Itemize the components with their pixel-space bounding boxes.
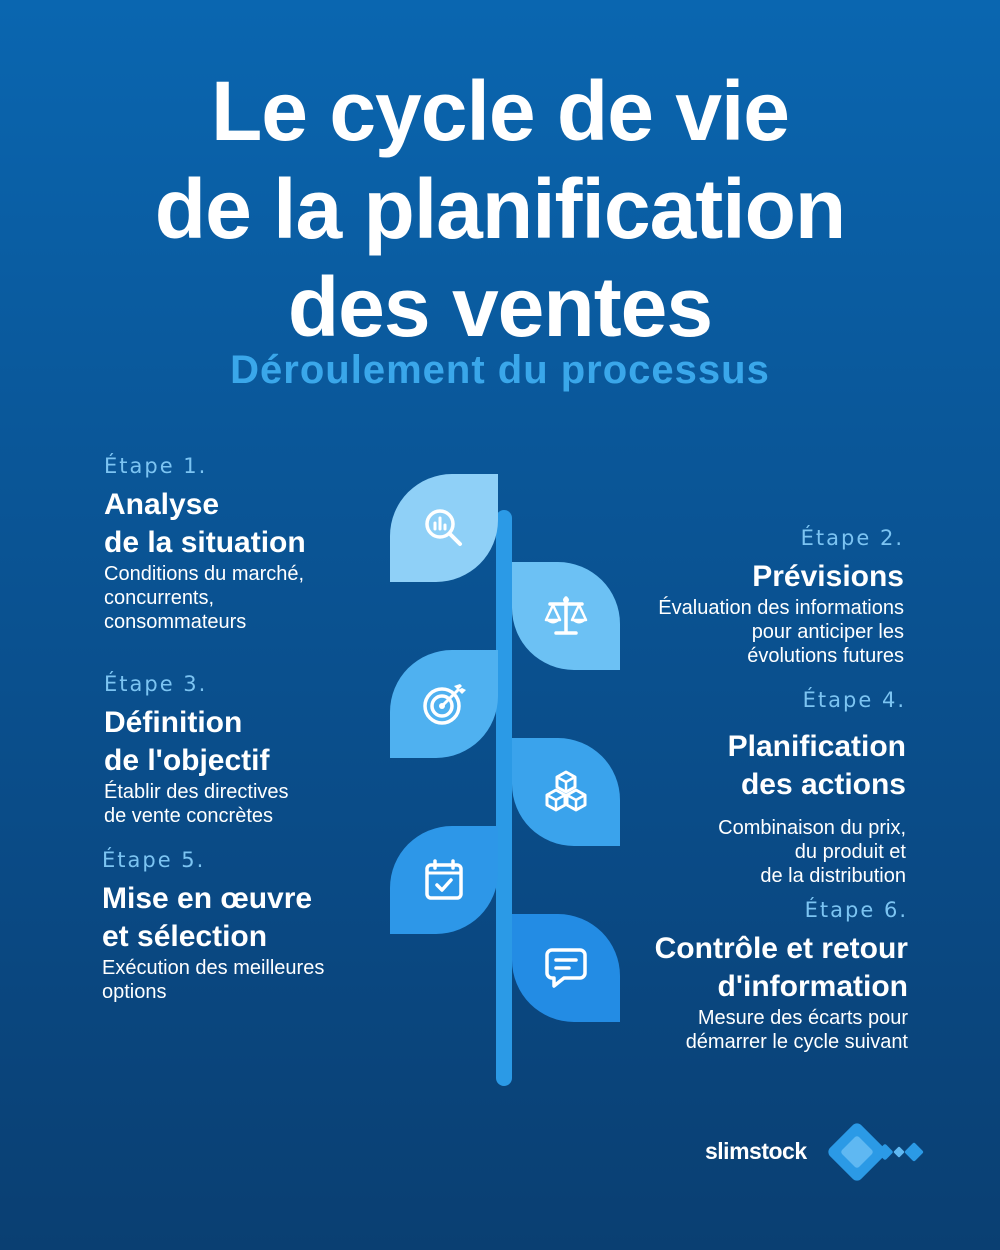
step-description: Établir des directives de vente concrètes bbox=[104, 781, 289, 827]
step-heading: Prévisions bbox=[752, 560, 904, 593]
step-number: Étape 1. bbox=[104, 454, 208, 478]
scale-icon bbox=[542, 592, 590, 640]
step-heading: Mise en œuvre et sélection bbox=[102, 882, 313, 953]
step-description: Évaluation des informations pour anticiper les évolutions futures bbox=[658, 597, 904, 667]
step-number: Étape 3. bbox=[104, 672, 208, 696]
step-heading: Définition de l'objectif bbox=[104, 706, 270, 777]
step-number: Étape 4. bbox=[802, 688, 906, 712]
boxes-icon bbox=[542, 768, 590, 816]
page-title bbox=[0, 62, 1000, 356]
step-6 bbox=[655, 898, 908, 1054]
leaf-2 bbox=[512, 562, 620, 670]
brand-name: slimstock bbox=[705, 1138, 807, 1164]
step-heading: Contrôle et retour d'information bbox=[654, 932, 908, 1003]
step-description: Combinaison du prix, du produit et de la distribution bbox=[718, 817, 906, 887]
step-number: Étape 5. bbox=[102, 848, 206, 872]
leaf-1 bbox=[390, 474, 498, 582]
calendar-check-icon bbox=[420, 856, 468, 904]
title-line-2: de la planification bbox=[154, 162, 846, 256]
leaf-3 bbox=[390, 650, 498, 758]
step-3 bbox=[104, 672, 289, 828]
step-description: Exécution des meilleures options bbox=[102, 957, 325, 1003]
page-subtitle: Déroulement du processus bbox=[230, 348, 770, 392]
target-icon bbox=[420, 680, 468, 728]
step-heading: Analyse de la situation bbox=[104, 488, 306, 559]
step-4 bbox=[718, 688, 906, 888]
step-heading: Planification des actions bbox=[727, 730, 906, 801]
step-2 bbox=[658, 526, 904, 668]
plant-stem bbox=[496, 510, 512, 1086]
leaf-4 bbox=[512, 738, 620, 846]
leaf-6 bbox=[512, 914, 620, 1022]
step-number: Étape 6. bbox=[804, 898, 908, 922]
step-description: Conditions du marché, concurrents, consommateurs bbox=[104, 563, 305, 633]
step-number: Étape 2. bbox=[800, 526, 904, 550]
title-line-3: des ventes bbox=[287, 260, 713, 354]
step-1 bbox=[104, 454, 306, 634]
leaf-5 bbox=[390, 826, 498, 934]
chat-icon bbox=[542, 944, 590, 992]
search-chart-icon bbox=[420, 504, 468, 552]
step-description: Mesure des écarts pour démarrer le cycle suivant bbox=[685, 1007, 908, 1053]
slimstock-mark-icon bbox=[823, 1122, 929, 1184]
step-5 bbox=[102, 848, 324, 1004]
title-line-1: Le cycle de vie bbox=[210, 64, 790, 158]
